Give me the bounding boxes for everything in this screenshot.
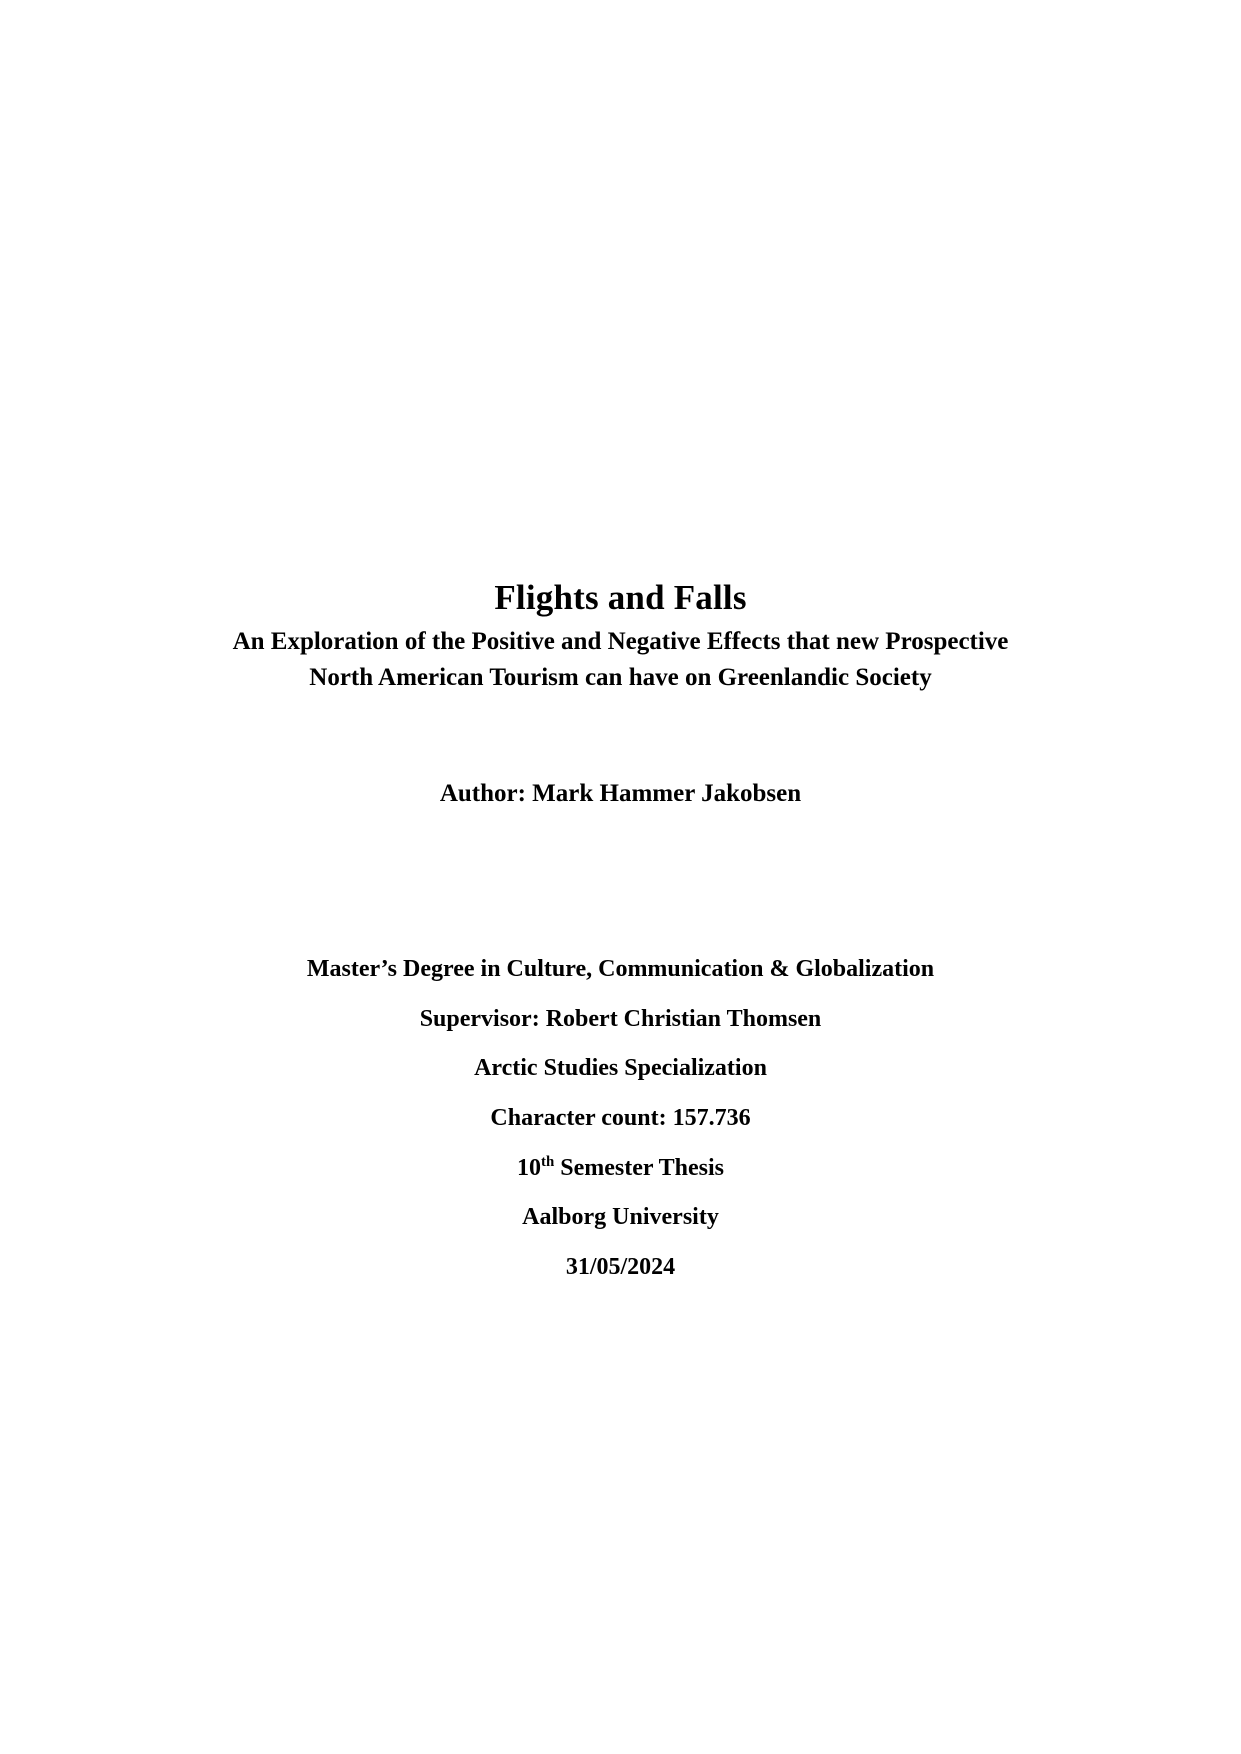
- semester-thesis-line: [0, 1144, 1241, 1194]
- subtitle-line-2: North American Tourism can have on Greenlandic Society: [309, 663, 932, 691]
- semester-ordinal-suffix: th: [540, 1153, 555, 1170]
- document-metadata-block: [0, 945, 1241, 1293]
- author-block: [0, 780, 1241, 808]
- date-line: 31/05/2024: [565, 1254, 676, 1281]
- page-title: Flights and Falls: [494, 578, 747, 617]
- character-count-line: Character count: 157.736: [490, 1105, 751, 1132]
- semester-number: 10: [516, 1154, 541, 1181]
- supervisor-line: Supervisor: Robert Christian Thomsen: [419, 1005, 822, 1032]
- page-subtitle: [161, 624, 1081, 695]
- author-name: Author: Mark Hammer Jakobsen: [439, 780, 802, 807]
- semester-rest: Semester Thesis: [554, 1154, 724, 1181]
- subtitle-line-1: An Exploration of the Positive and Negative Effects that new Prospective: [232, 628, 1009, 656]
- title-block: [0, 578, 1241, 695]
- degree-line: Master’s Degree in Culture, Communication & Globalization: [306, 956, 935, 982]
- university-line: Aalborg University: [522, 1204, 719, 1231]
- specialization-line: Arctic Studies Specialization: [474, 1055, 767, 1082]
